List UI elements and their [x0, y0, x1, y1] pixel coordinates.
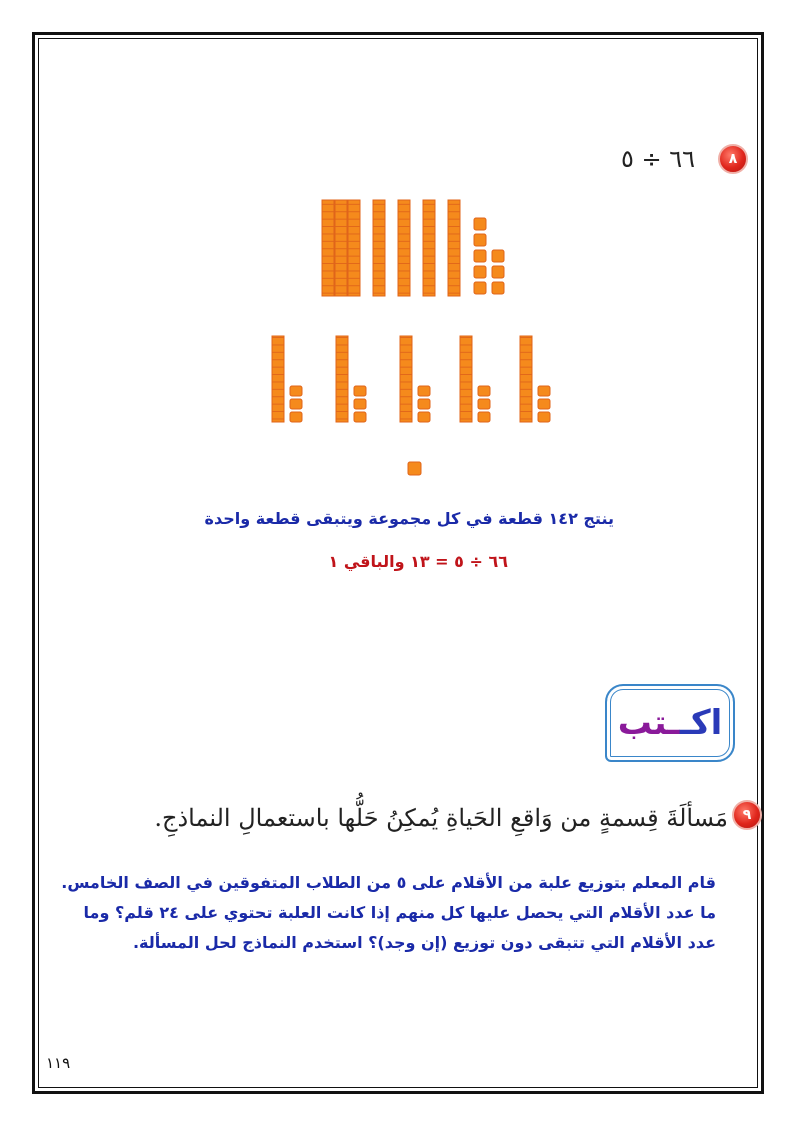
exercise-9-number: ٩: [742, 807, 752, 823]
page-number: ١١٩: [46, 1054, 71, 1072]
group-5: [520, 336, 550, 422]
exercise-8-number: ٨: [728, 151, 738, 167]
write-label: [607, 686, 733, 760]
write-label-part-1: اكـ: [679, 703, 723, 743]
remainder-unit-cube: [408, 462, 421, 475]
exercise-8-number-badge: [718, 144, 748, 174]
group-1: [272, 336, 302, 422]
problem-line-3: عدد الأقلام التي تتبقى دون توزيع (إن وجد)؟ استخدم النماذج لحل المسألة.: [132, 933, 716, 952]
problem-line-1: قام المعلم بتوزيع علبة من الأقلام على ٥ من الطلاب المتفوقين في الصف الخامس.: [61, 873, 716, 892]
top-unit-cubes: [474, 218, 504, 294]
exercise-8-result-line-1: ينتج ١٤٢ قطعة في كل مجموعة ويتبقى قطعة واحدة: [204, 509, 614, 528]
write-section-box: [605, 684, 735, 762]
top-tens-rods: [322, 200, 460, 296]
exercise-8-expression: ٦٦ ÷ ٥: [620, 145, 696, 173]
base-ten-blocks-illustration: [260, 190, 580, 490]
group-4: [460, 336, 490, 422]
exercise-9-number-badge: [732, 800, 762, 830]
exercise-9-word-problem: [56, 868, 716, 958]
exercise-8-result-line-2: ٦٦ ÷ ٥ = ١٣ والباقي ١: [328, 552, 508, 571]
group-2: [336, 336, 366, 422]
problem-line-2: ما عدد الأقلام التي يحصل عليها كل منهم إذا كانت العلبة تحتوي على ٢٤ قلم؟ وما: [83, 903, 716, 922]
group-3: [400, 336, 430, 422]
write-label-part-2: ـتب: [617, 703, 680, 743]
exercise-9-prompt: مَسألَةَ قِسمةٍ من وَاقعِ الحَياةِ يُمكِنُ حَلُّها باستعمالِ النماذجِ.: [154, 804, 728, 832]
